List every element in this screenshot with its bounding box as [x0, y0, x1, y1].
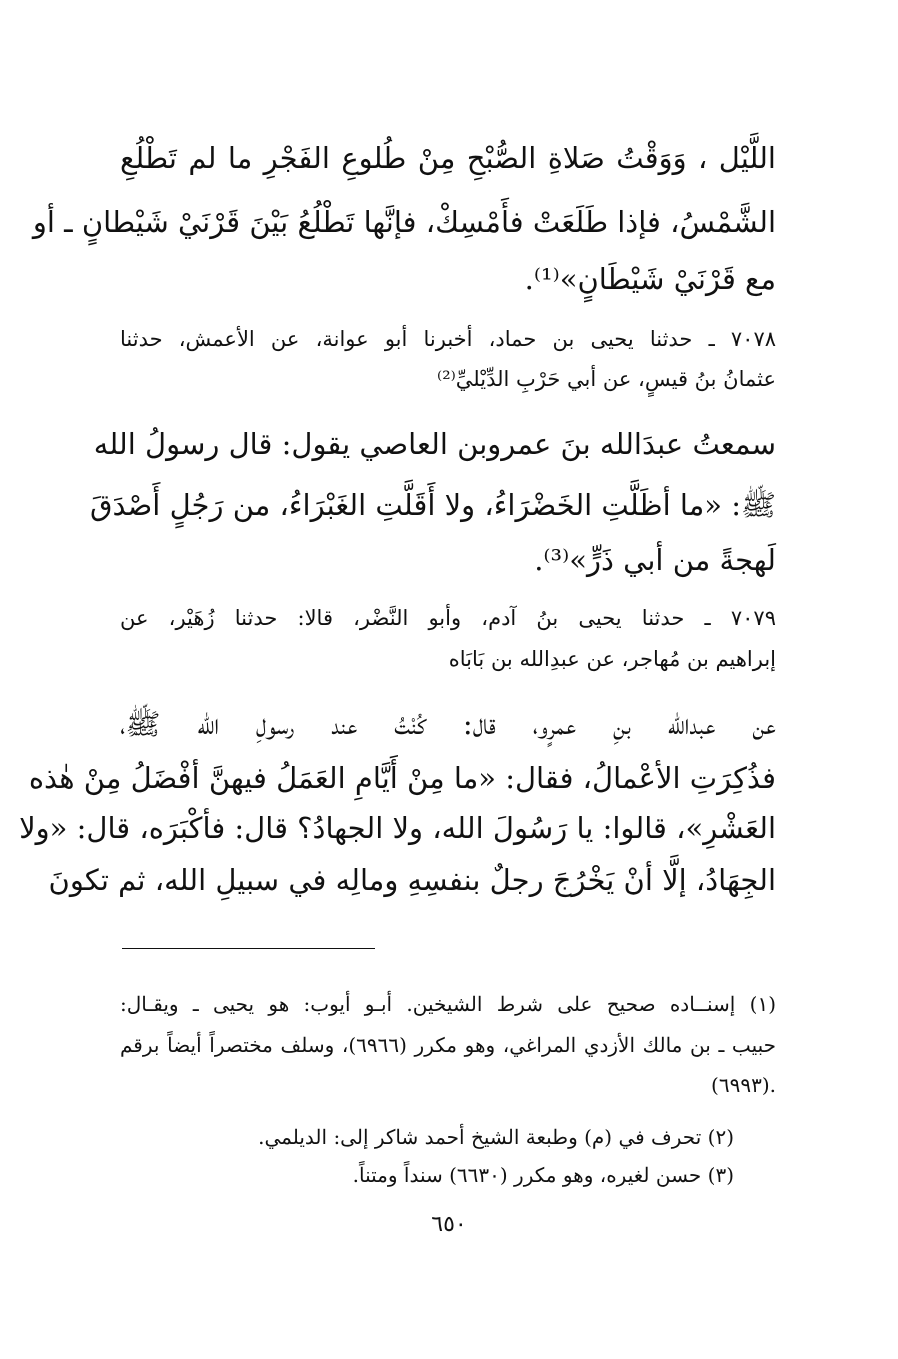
footnote-divider — [122, 948, 375, 949]
footnote-3: (٣) حسن لغيره، وهو مكرر (٦٦٣٠) سنداً ومتناً. — [352, 1163, 734, 1187]
footnote-1-line: (٦٩٩٣). — [711, 1073, 776, 1097]
hadith-text-line: لَهجةً من أبي ذَرٍّ»⁽³⁾. — [534, 543, 776, 577]
hadith-text-line: ﷺ: «ما أظَلَّتِ الخَضْرَاءُ، ولا أَقَلَّتِ الغَبْرَاءُ، من رَجُلٍ أَصْدَقَ — [89, 488, 776, 522]
hadith-text-line: عن عبدالله بنِ عمرٍو، قال: كُنْتُ عند رسولِ الله ﷺ، — [120, 707, 776, 741]
hadith-text-line: العَشْرِ»، قالوا: يا رَسُولَ الله، ولا الجهادُ؟ قال: فأكْبَرَه، قال: «ولا — [19, 811, 776, 845]
hadith-text-line: اللَّيْل ، وَوَقْتُ صَلاةِ الصُّبْحِ مِنْ طُلوعِ الفَجْرِ ما لم تَطْلُعِ — [120, 141, 776, 175]
footnote-1-line: (١) إسنــاده صحيح على شرط الشيخين. أبـو أيوب: هو يحيى ـ ويقـال: — [120, 992, 776, 1016]
footnote-1-line: حبيب ـ بن مالك الأزدي المراغي، وهو مكرر (٦٩٦٦)، وسلف مختصراً أيضاً برقم — [120, 1033, 777, 1057]
hadith-text-line: فذُكِرَتِ الأعْمالُ، فقال: «ما مِنْ أَيَّامِ العَمَلُ فيهنَّ أفْضَلُ مِنْ هٰذه — [28, 761, 776, 795]
footnote-2: (٢) تحرف في (م) وطبعة الشيخ أحمد شاكر إلى: الديلمي. — [258, 1125, 734, 1149]
isnad-heading-7078: ٧٠٧٨ ـ حدثنا يحيى بن حماد، أخبرنا أبو عوانة، عن الأعمش، حدثنا — [120, 327, 777, 351]
hadith-text-line: سمعتُ عبدَالله بنَ عمروبن العاصي يقول: قال رسولُ الله — [93, 427, 776, 461]
isnad-heading-7079: ٧٠٧٩ ـ حدثنا يحيى بنُ آدم، وأبو النَّضْر، قالا: حدثنا زُهَيْر، عن — [120, 606, 776, 630]
hadith-text-line: الجِهَادُ، إلَّا أنْ يَخْرُجَ رجلٌ بنفسِهِ ومالِه في سبيلِ الله، ثم تكونَ — [48, 863, 776, 897]
isnad-heading-line: إبراهيم بن مُهاجر، عن عبدِالله بن بَابَاه — [448, 647, 776, 671]
hadith-text-line: مع قَرْنَيْ شَيْطَانٍ»⁽¹⁾. — [524, 262, 776, 296]
isnad-heading-line: عثمانُ بنُ قيسٍ، عن أبي حَرْبِ الدِّيْليِّ⁽²⁾ — [437, 367, 776, 391]
page-number: ٦٥٠ — [431, 1212, 467, 1237]
hadith-text-line: الشَّمْسُ، فإذا طَلَعَتْ فأَمْسِكْ، فإنَّها تَطْلُعُ بَيْنَ قَرْنَيْ شَيْطانٍ ـ أو — [32, 205, 776, 239]
